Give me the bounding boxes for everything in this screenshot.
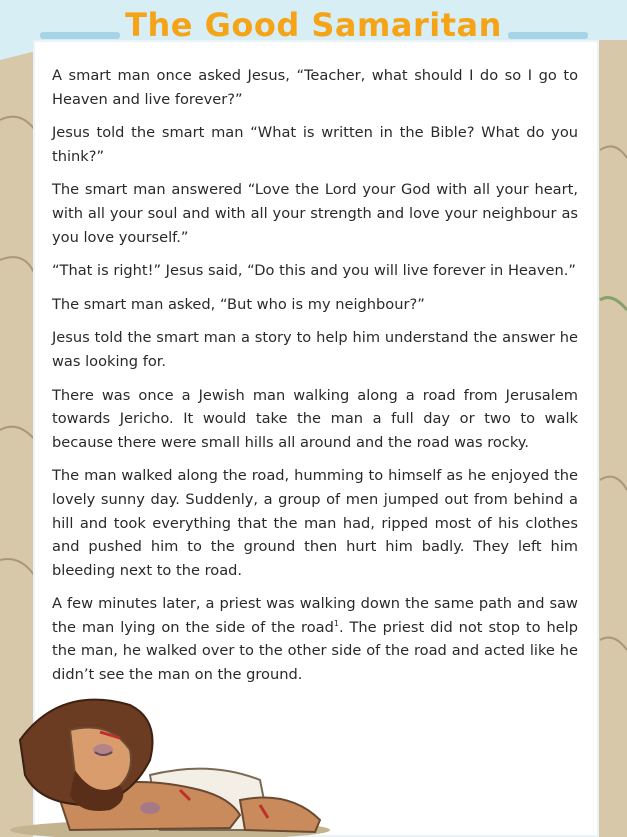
page-title: The Good Samaritan (125, 6, 502, 44)
paragraph: “That is right!” Jesus said, “Do this and you will live forever in Heaven.” (52, 262, 576, 280)
paragraph: Jesus told the smart man a story to help him understand the answer he was looking for. (52, 329, 578, 370)
paragraph: The man walked along the road, humming to himself as he enjoyed the lovely sunny day. Suddenly, a group of men jumped out from behind a hill and took everything that the man had, ripped most of his clothes and pushed him to the ground then hurt him badly. They left him bleeding next to the road. (52, 467, 578, 579)
footnote-marker: 1 (333, 619, 339, 629)
story-text (52, 64, 578, 697)
paragraph: The smart man asked, “But who is my neighbour?” (52, 295, 425, 313)
paragraph-last (52, 592, 578, 686)
paragraph: The smart man answered “Love the Lord your God with all your heart, with all your soul and with all your strength and love your neighbour as you love yourself.” (52, 181, 578, 246)
paragraph: A smart man once asked Jesus, “Teacher, what should I do so I go to Heaven and live forever?” (52, 67, 578, 108)
paragraph: There was once a Jewish man walking along a road from Jerusalem towards Jericho. It would take the man a full day or two to walk because there were small hills all around and the road was rocky. (52, 386, 578, 451)
paragraph: Jesus told the smart man “What is written in the Bible? What do you think?” (52, 124, 578, 165)
paragraph-text: A few minutes later, a priest was walking down the same path and saw the man lying on the side of the road (52, 595, 578, 636)
injured-man-illustration (0, 680, 330, 837)
paragraph-text: . The priest did not stop to help the man, he walked over to the other side of the road and acted like he didn’t see the man on the ground. (52, 618, 579, 684)
